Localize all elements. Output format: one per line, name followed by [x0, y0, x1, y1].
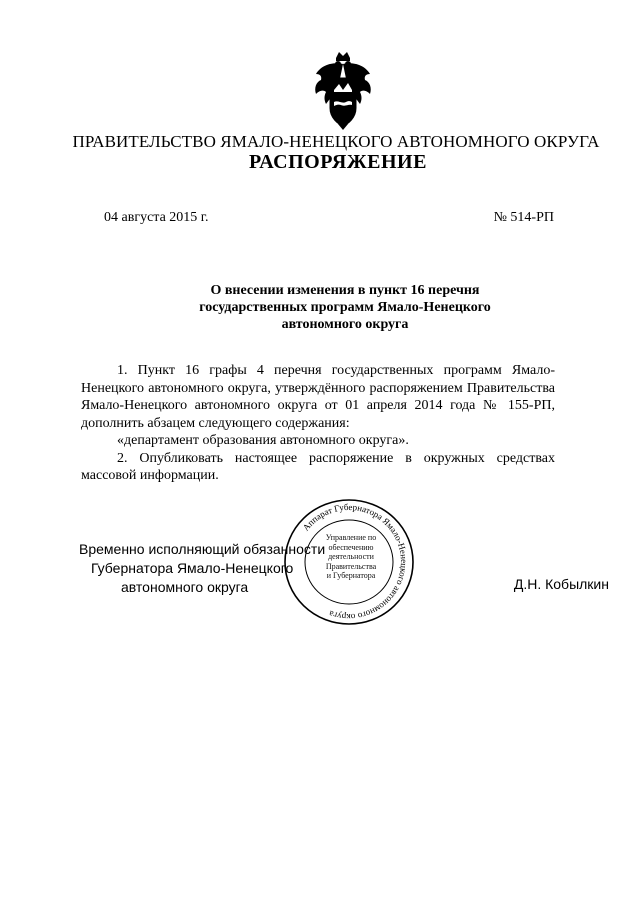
body-paragraph: 2. Опубликовать настоящее распоряжение в окружных средствах массовой информации. [81, 450, 555, 483]
document-type: РАСПОРЯЖЕНИЕ [249, 151, 427, 173]
stamp-inner-text [316, 533, 386, 581]
body-paragraph: 1. Пункт 16 графы 4 перечня государственных программ Ямало-Ненецкого автономного округа, утверждённого распоряжением Правительства Ямало-Ненецкого автономного округа от 01 апреля 2014 года № 155-РП, дополнить абзацем следующего содержания: [81, 363, 555, 431]
stamp-line: Управление по [325, 533, 377, 542]
document-subject [130, 282, 560, 333]
stamp-ring-text: Аппарат Губернатора Ямало-Ненецкого автономного округа [300, 501, 410, 623]
subject-line: государственных программ Ямало-Ненецкого [199, 300, 491, 315]
stamp-line: Правительства [325, 561, 377, 571]
subject-line: О внесении изменения в пункт 16 перечня [210, 283, 480, 298]
subject-line: автономного округа [281, 317, 409, 332]
document-date: 04 августа 2015 г. [104, 210, 209, 225]
stamp-line: и Губернатора [326, 571, 376, 580]
stamp-line: деятельности [328, 552, 374, 561]
signatory-line: автономного округа [121, 579, 249, 595]
document-number: № 514-РП [493, 210, 554, 225]
stamp-line: обеспечению [328, 542, 374, 552]
document-body [81, 362, 555, 485]
body-paragraph: «департамент образования автономного округа». [117, 433, 409, 448]
signatory-name: Д.Н. Кобылкин [513, 576, 609, 592]
signatory-line: Временно исполняющий обязанности [79, 541, 326, 557]
coat-of-arms-icon [312, 50, 374, 130]
government-name: ПРАВИТЕЛЬСТВО ЯМАЛО-НЕНЕЦКОГО АВТОНОМНОГО ОКРУГА [72, 132, 600, 151]
signatory-line: Губернатора Ямало-Ненецкого [91, 560, 294, 576]
